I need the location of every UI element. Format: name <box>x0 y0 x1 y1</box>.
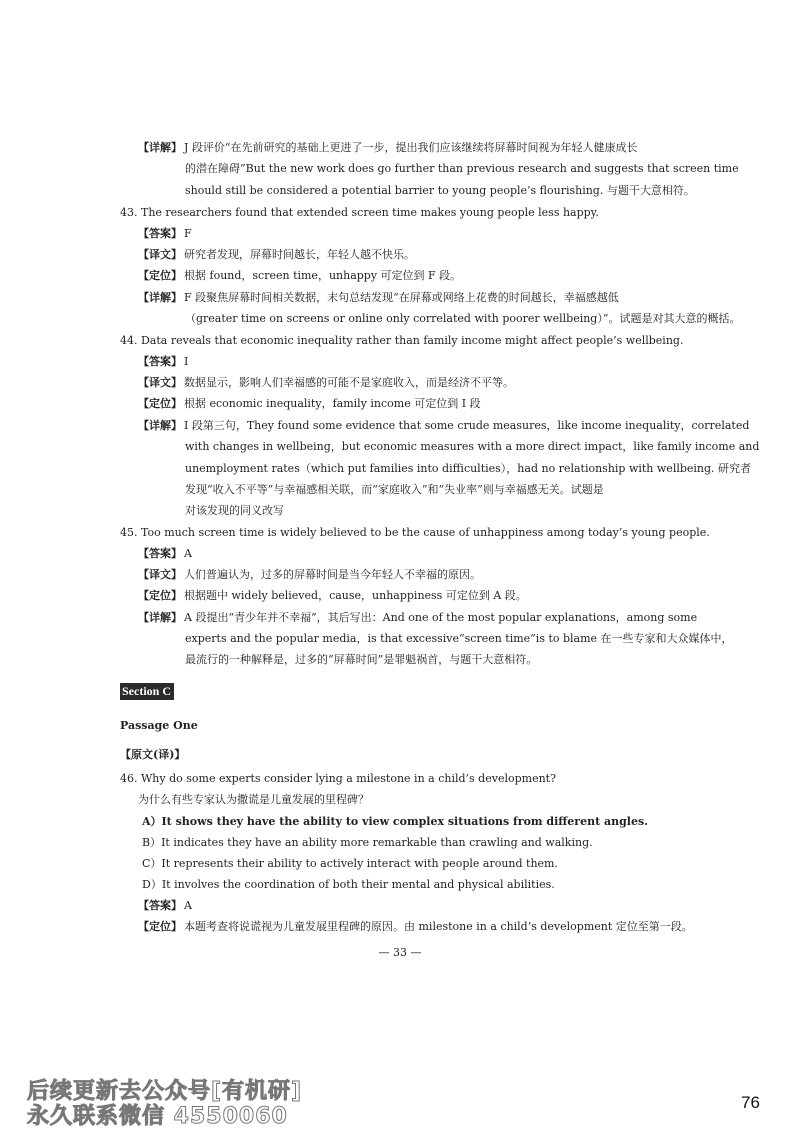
text-line <box>185 652 537 668</box>
line-text: 43. The researchers found that extended screen time makes young people less happy. <box>120 206 599 219</box>
line-text: should still be considered a potential barrier to young people’s flourishing. 与题干大意相符。 <box>185 184 695 197</box>
section-tag: 【答案】 <box>138 227 182 240</box>
section-tag: 【详解】 <box>138 611 182 624</box>
line-text: （greater time on screens or online only correlated with poorer wellbeing）”。试题是对其大意的概括。 <box>185 312 741 325</box>
text-line <box>138 140 638 156</box>
line-text: F <box>184 227 192 240</box>
text-line <box>138 375 514 391</box>
text-line <box>185 482 604 498</box>
line-text: 46. Why do some experts consider lying a milestone in a child’s development? <box>120 772 556 785</box>
text-line <box>185 631 733 647</box>
line-text: I <box>184 355 189 368</box>
text-line <box>138 898 192 914</box>
passage-heading: Passage One <box>120 719 198 732</box>
text-line <box>138 226 192 242</box>
line-text: 45. Too much screen time is widely believed to be the cause of unhappiness among today’s young people. <box>120 526 710 539</box>
text-line <box>138 268 461 284</box>
line-text: experts and the popular media，is that excessive“screen time”is to blame 在一些专家和大众媒体中， <box>185 632 733 645</box>
line-text: 根据题中 widely believed，cause，unhappiness 可定位到 A 段。 <box>184 589 527 602</box>
section-tag: 【详解】 <box>138 419 182 432</box>
text-line <box>185 183 695 199</box>
option-line <box>142 814 648 830</box>
line-text: F 段聚焦屏幕时间相关数据，末句总结发现“在屏幕或网络上花费的时间越长，幸福感越低 <box>184 291 619 304</box>
section-tag: 【定位】 <box>138 920 182 933</box>
text-line <box>138 247 415 263</box>
line-text: C）It represents their ability to actively interact with people around them. <box>142 857 558 870</box>
section-tag: 【详解】 <box>138 141 182 154</box>
section-tag: 【定位】 <box>138 589 182 602</box>
line-text: 研究者发现，屏幕时间越长，年轻人越不快乐。 <box>184 248 415 261</box>
line-text: 根据 found，screen time，unhappy 可定位到 F 段。 <box>184 269 462 282</box>
text-line <box>138 919 693 935</box>
text-line <box>138 567 481 583</box>
text-line <box>138 610 697 626</box>
line-text: 人们普遍认为，过多的屏幕时间是当今年轻人不幸福的原因。 <box>184 568 481 581</box>
text-line <box>138 396 481 412</box>
line-text: I 段第三句，They found some evidence that some crude measures，like income inequality，correlated <box>184 419 750 432</box>
line-text: 44. Data reveals that economic inequality rather than family income might affect people’s wellbeing. <box>120 334 684 347</box>
section-tag: 【答案】 <box>138 899 182 912</box>
line-text: 根据 economic inequality，family income 可定位到 I 段 <box>184 397 481 410</box>
line-text: A <box>184 547 192 560</box>
text-line <box>185 503 284 519</box>
option-line <box>142 835 593 851</box>
line-text: D）It involves the coordination of both their mental and physical abilities. <box>142 878 555 891</box>
text-line <box>138 418 749 434</box>
question-line <box>120 333 683 349</box>
text-line <box>185 461 751 477</box>
text-line <box>138 290 619 306</box>
section-tag: 【答案】 <box>138 355 182 368</box>
section-tag: 【定位】 <box>138 269 182 282</box>
section-tag: 【详解】 <box>138 291 182 304</box>
section-tag: 【译文】 <box>138 376 182 389</box>
text-line <box>138 354 188 370</box>
section-heading: Section C <box>120 683 174 700</box>
line-text: B）It indicates they have an ability more remarkable than crawling and walking. <box>142 836 593 849</box>
corner-page-number: 76 <box>741 1093 760 1112</box>
line-text: 数据显示，影响人们幸福感的可能不是家庭收入，而是经济不平等。 <box>184 376 514 389</box>
text-line <box>138 792 369 808</box>
line-text: 发现“收入不平等”与幸福感相关联，而“家庭收入”和“失业率”则与幸福感无关。试题是 <box>185 483 604 496</box>
text-line <box>138 546 192 562</box>
original-text-label: 【原文(译)】 <box>120 748 186 761</box>
line-text: A）It shows they have the ability to view complex situations from different angles. <box>142 815 649 828</box>
watermark-line-2: 永久联系微信 4550060 <box>27 1104 288 1129</box>
text-line <box>185 439 759 455</box>
line-text: with changes in wellbeing，but economic measures with a more direct impact，like family income and <box>185 440 760 453</box>
line-text: A <box>184 899 192 912</box>
option-line <box>142 856 558 872</box>
section-tag: 【译文】 <box>138 568 182 581</box>
line-text: A 段提出“青少年并不幸福”，其后写出：And one of the most popular explanations，among some <box>184 611 698 624</box>
line-text: J 段评价“在先前研究的基础上更进了一步，提出我们应该继续将屏幕时间视为年轻人健康成长 <box>184 141 638 154</box>
text-line <box>185 311 740 327</box>
watermark-line-1: 后续更新去公众号[有机研] <box>27 1079 303 1104</box>
line-text: 对该发现的同义改写 <box>185 504 284 517</box>
line-text: 本题考查将说谎视为儿童发展里程碑的原因。由 milestone in a child’s development 定位至第一段。 <box>184 920 693 933</box>
question-line <box>120 771 556 787</box>
line-text: 为什么有些专家认为撒谎是儿童发展的里程碑？ <box>138 793 369 806</box>
line-text: 的潜在障碍”But the new work does go further than previous research and suggests that screen time <box>185 162 739 175</box>
line-text: unemployment rates（which put families into difficulties），had no relationship with wellbeing. 研究者 <box>185 462 752 475</box>
section-tag: 【译文】 <box>138 248 182 261</box>
section-tag: 【答案】 <box>138 547 182 560</box>
option-line <box>142 877 555 893</box>
question-line <box>120 525 710 541</box>
section-tag: 【定位】 <box>138 397 182 410</box>
text-line <box>185 161 739 177</box>
question-line <box>120 205 599 221</box>
page-number: — 33 — <box>378 946 422 959</box>
text-line <box>138 588 527 604</box>
line-text: 最流行的一种解释是，过多的“屏幕时间”是罪魁祸首，与题干大意相符。 <box>185 653 538 666</box>
